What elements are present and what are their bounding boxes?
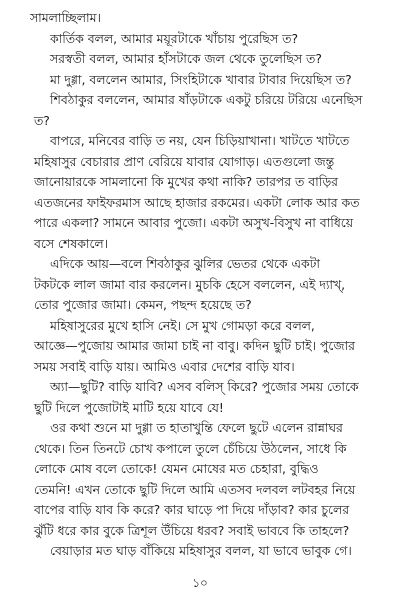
- text-line: সরস্বতী বলল, আমার হাঁসটাকে জল থেকে তুলেছিস ত?: [50, 51, 322, 66]
- text-line: কার্তিক বলল, আমার ময়ূরটাকে খাঁচায় পুরেছিস ত?: [50, 30, 299, 46]
- text-line: বাপের বাড়ি যাব কি করে? কার ঘাড়ে পা দিয়ে দাঁড়াব? কার চুলের: [34, 502, 350, 517]
- text-line: এতজনের ফাইফরমাস আছে হাজার রকমের। একটা লোক আর কত: [34, 194, 360, 210]
- text-line: লোকে মোষ বলে তোকে! যেমন মোষের মত চেহারা, বুদ্ধিও: [34, 461, 319, 476]
- text-line: ওর কথা শুনে মা দুগ্গা ত হাতাখুন্তি ফেলে ছুটে এলেন রান্নাঘর: [50, 420, 343, 435]
- text-line: অ্যা—ছুটি? বাড়ি যাবি? এসব বলিস্ কিরে? পুজোর সময় তোকে: [50, 379, 359, 394]
- text-line: পারে একলা? সামনে আবার পুজো। একটা অসুখ-বিসুখ না বাধিয়ে: [34, 215, 354, 230]
- text-line: ত?: [34, 112, 50, 128]
- page-number: ১০: [192, 576, 208, 590]
- text-line: শিবঠাকুর বললেন, আমার ষাঁড়টাকে একটু চরিয়ে টরিয়ে এনেছিস: [50, 92, 363, 107]
- text-line: মহিষাসুরের মুখে হাসি নেই। সে মুখ গোমড়া করে বলল,: [50, 317, 315, 333]
- text-line: মা দুগ্গা, বললেন আমার, সিংহিটাকে খাবার টাবার দিয়েছিস ত?: [50, 71, 352, 87]
- text-line: মহিষাসুর বেচারার প্রাণ বেরিয়ে যাবার যোগাড়। এতগুলো জন্তু: [34, 153, 335, 169]
- text-line: সামলাচ্ছিলাম।: [30, 10, 101, 25]
- text-line: এদিকে আয়—বলে শিবঠাকুর ঝুলির ভেতর থেকে একটা: [50, 256, 320, 271]
- text-line: বাপরে, মনিবের বাড়ি ত নয়, যেন চিড়িয়াখানা। খাটতে খাটতে: [50, 133, 350, 148]
- text-line: তেমনি! এখন তোকে ছুটি দিলে আমি এতসব দলবল লটবহর নিয়ে: [34, 481, 356, 497]
- text-line: তোর পুজোর জামা। কেমন, পছন্দ হয়েছে ত?: [34, 297, 252, 312]
- text-line: থেকে। তিন তিনটে চোখ কপালে তুলে চেঁচিয়ে উঠলেন, সাধে কি: [34, 440, 347, 456]
- text-line: সময় সবাই বাড়ি যায়। আমিও এবার দেশের বাড়ি যাব।: [34, 358, 295, 374]
- text-line: বেয়াড়ার মত ঘাড় বাঁকিয়ে মহিষাসুর বলল, যা ভাবে ভাবুক গে।: [50, 543, 352, 558]
- page-body-text: [30, 8, 385, 562]
- text-line: আজ্ঞে—পুজোয় আমার জামা চাই না বাবু। কদিন ছুটি চাই। পুজোর: [34, 338, 355, 353]
- text-line: ঝুঁটি ধরে কার বুকে ত্রিশূল উঁচিয়ে ধরব? সবাই ভাববে কি তাহলে?: [34, 522, 350, 538]
- text-line: ছুটি দিলে পুজোটাই মাটি হয়ে যাবে যে!: [34, 399, 224, 415]
- text-line: টকটকে লাল জামা বার করলেন। মুচকি হেসে বললেন, এই দ্যাখ্,: [34, 276, 346, 292]
- text-line: জানোয়ারকে সামলানো কি মুখের কথা নাকি? তারপর ত বাড়ির: [34, 174, 338, 189]
- text-line: বসে শেষকালে।: [34, 235, 109, 251]
